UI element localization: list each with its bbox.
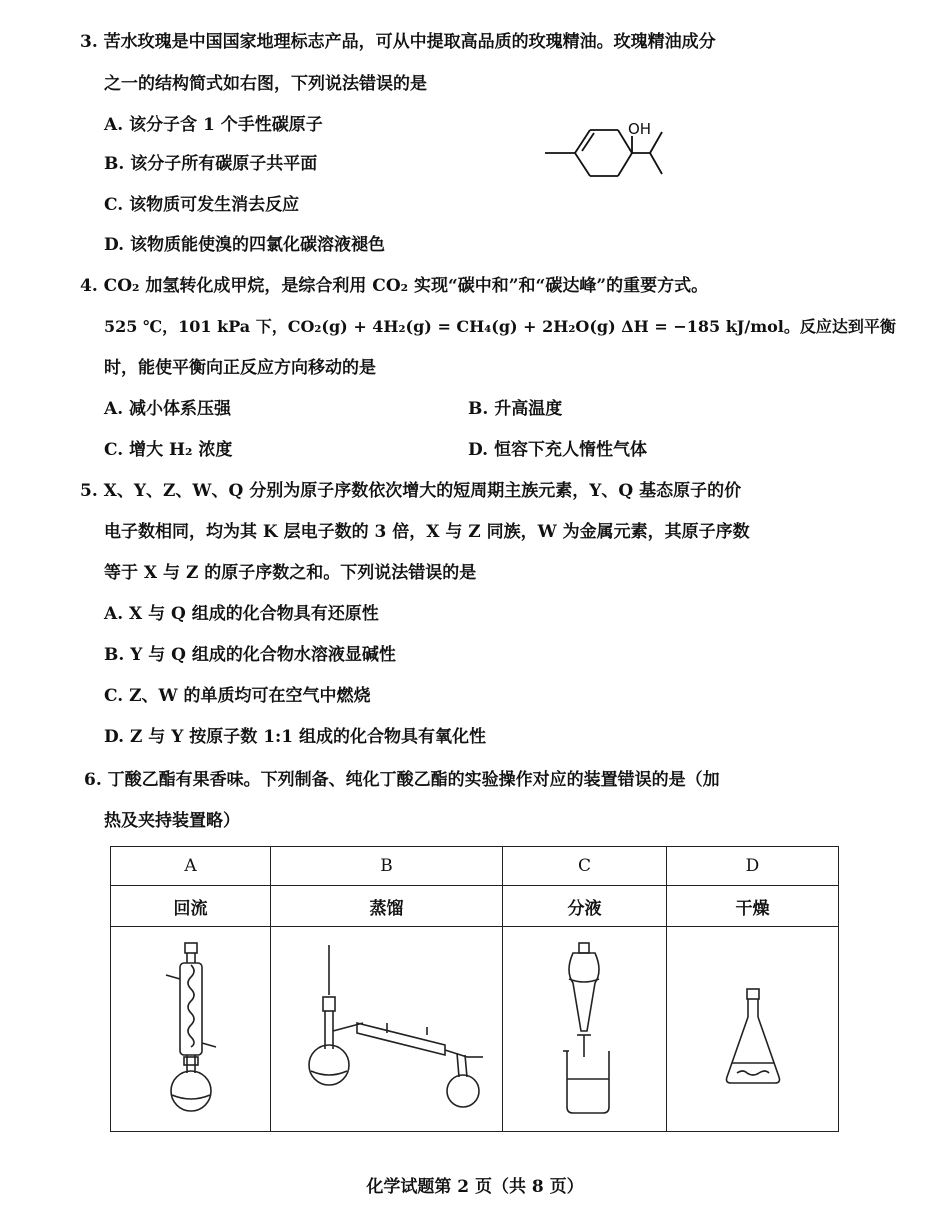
apparatus-separatory-funnel <box>503 927 667 1132</box>
apparatus-table <box>110 846 839 1132</box>
operation-drying: 干燥 <box>667 886 839 927</box>
col-letter-b: B <box>271 847 503 886</box>
operation-separation: 分液 <box>503 886 667 927</box>
reflux-condenser-icon <box>156 939 226 1119</box>
distillation-setup-icon <box>277 939 497 1119</box>
apparatus-drying <box>667 927 839 1132</box>
q5-option-a: A. X 与 Q 组成的化合物具有还原性 <box>104 604 379 624</box>
q5-stem-line3: 等于 X 与 Z 的原子序数之和。下列说法错误的是 <box>104 563 477 583</box>
oh-label: OH <box>628 120 652 138</box>
q3-option-c: C. 该物质可发生消去反应 <box>104 195 300 215</box>
q4-stem-line1: 4. CO₂ 加氢转化成甲烷，是综合利用 CO₂ 实现“碳中和”和“碳达峰”的重要方式。 <box>80 276 709 296</box>
q6-stem-line2: 热及夹持装置略） <box>104 811 240 831</box>
q5-stem-line1: 5. X、Y、Z、W、Q 分别为原子序数依次增大的短周期主族元素，Y、Q 基态原子的价 <box>80 481 742 501</box>
q4-stem-line2: 525 ℃，101 kPa 下，CO₂(g) + 4H₂(g) = CH₄(g) + 2H₂O(g) ΔH = −185 kJ/mol。反应达到平衡 <box>104 317 896 336</box>
col-letter-c: C <box>503 847 667 886</box>
q4-option-d: D. 恒容下充人惰性气体 <box>468 440 647 460</box>
apparatus-distillation <box>271 927 503 1132</box>
operation-reflux: 回流 <box>111 886 271 927</box>
q4-option-c: C. 增大 H₂ 浓度 <box>104 440 233 460</box>
q3-stem-line2: 之一的结构简式如右图，下列说法错误的是 <box>104 74 427 94</box>
page-footer: 化学试题第 2 页（共 8 页） <box>366 1177 584 1197</box>
molecule-structure <box>540 118 680 188</box>
erlenmeyer-flask-icon <box>713 939 793 1119</box>
q5-stem-line2: 电子数相同，均为其 K 层电子数的 3 倍，X 与 Z 同族，W 为金属元素，其原子序数 <box>104 522 750 542</box>
q3-stem-line1: 3. 苦水玫瑰是中国国家地理标志产品，可从中提取高品质的玫瑰精油。玫瑰精油成分 <box>80 32 716 52</box>
col-letter-a: A <box>111 847 271 886</box>
q4-stem-line3: 时，能使平衡向正反应方向移动的是 <box>104 358 376 378</box>
q3-option-b: B. 该分子所有碳原子共平面 <box>104 154 318 174</box>
q4-option-a: A. 减小体系压强 <box>104 399 232 419</box>
q6-stem-line1: 6. 丁酸乙酯有果香味。下列制备、纯化丁酸乙酯的实验操作对应的装置错误的是（加 <box>84 770 720 790</box>
q3-option-d: D. 该物质能使溴的四氯化碳溶液褪色 <box>104 235 385 255</box>
q5-option-b: B. Y 与 Q 组成的化合物水溶液显碱性 <box>104 645 396 665</box>
apparatus-reflux <box>111 927 271 1132</box>
q5-option-d: D. Z 与 Y 按原子数 1:1 组成的化合物具有氧化性 <box>104 727 487 747</box>
separatory-funnel-icon <box>545 939 625 1119</box>
col-letter-d: D <box>667 847 839 886</box>
q3-option-a: A. 该分子含 1 个手性碳原子 <box>104 115 323 135</box>
operation-distillation: 蒸馏 <box>271 886 503 927</box>
q4-option-b: B. 升高温度 <box>468 399 563 419</box>
q5-option-c: C. Z、W 的单质均可在空气中燃烧 <box>104 686 371 706</box>
